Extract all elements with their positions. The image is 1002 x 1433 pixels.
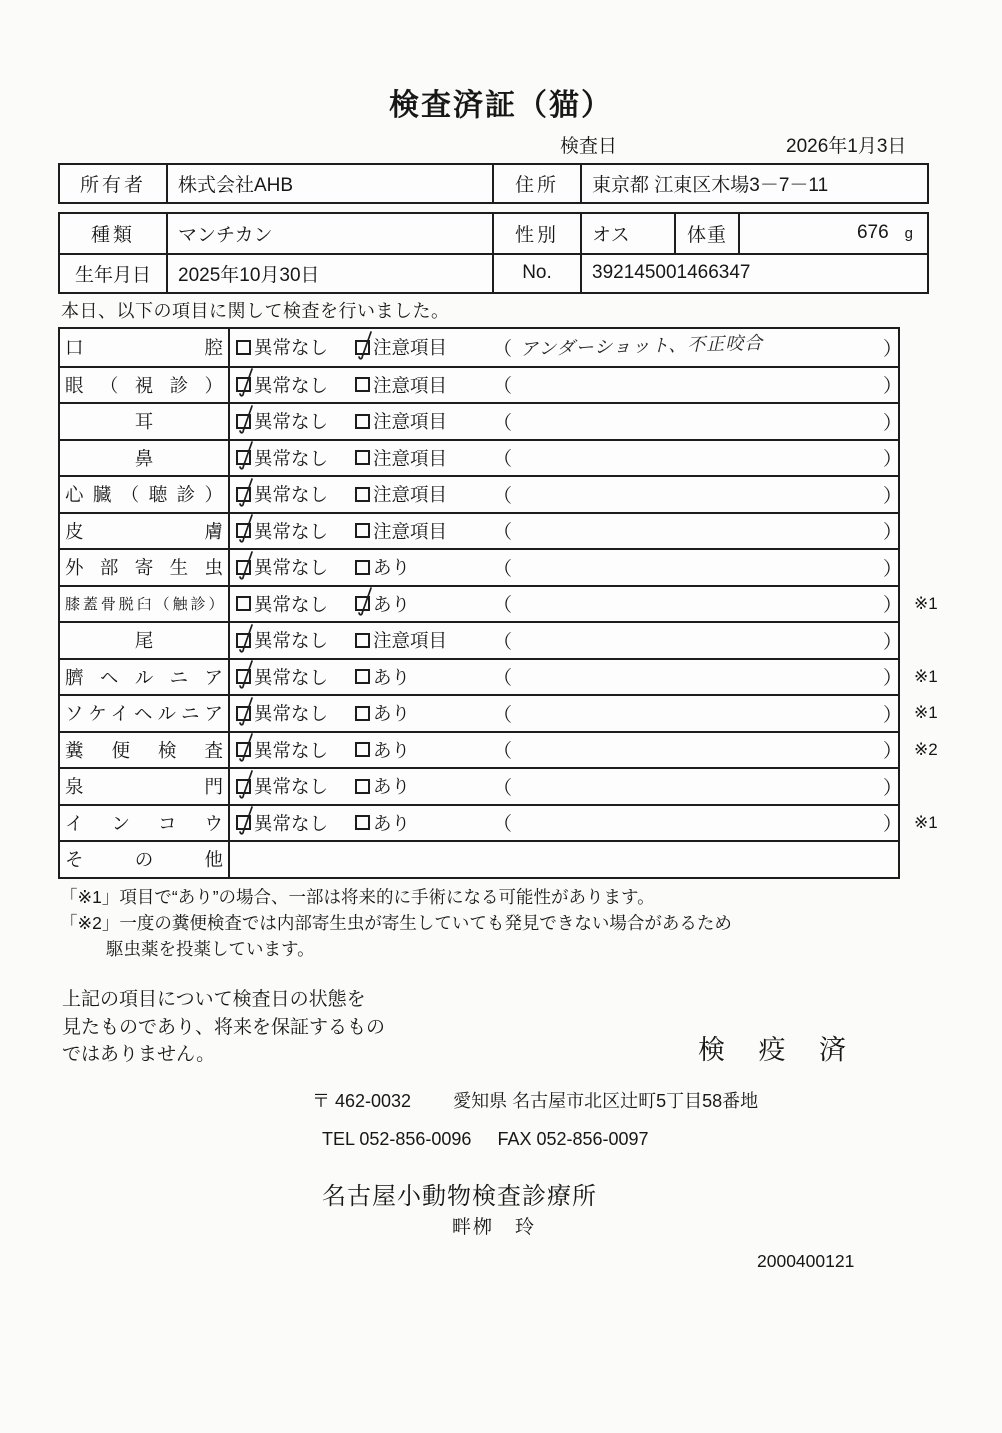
exam-row — [60, 366, 903, 403]
exam-item-label: 外部寄生虫 — [65, 557, 223, 579]
clinic-address: 愛知県 名古屋市北区辻町5丁目58番地 — [453, 1091, 759, 1111]
exam-item-label: 皮膚 — [65, 520, 223, 542]
footnote-mark: ※1 — [914, 812, 938, 832]
checkbox-flagged — [355, 414, 370, 429]
address-value: 東京都 江東区木場3－7－11 — [580, 165, 927, 202]
exam-item-label: 眼（視診） — [65, 374, 223, 396]
exam-item-label: 心臓（聴診） — [65, 484, 223, 506]
handwritten-check-icon — [234, 549, 258, 581]
option-flagged — [355, 806, 410, 841]
option-flagged — [355, 477, 447, 512]
exam-row — [60, 585, 938, 622]
exam-item-label-cell — [60, 514, 230, 549]
handwritten-check-icon — [234, 366, 258, 398]
footnotes — [60, 884, 732, 962]
option-flagged — [355, 623, 447, 658]
exam-item-label-cell — [60, 368, 230, 403]
paren-close: ） — [883, 631, 903, 653]
weight-unit: g — [904, 224, 913, 242]
option-normal-label: 異常なし — [254, 484, 329, 506]
document-number: 2000400121 — [757, 1251, 855, 1271]
exam-item-label: 鼻 — [134, 447, 154, 469]
clinic-postal-line — [312, 1087, 758, 1113]
exam-date-label: 検査日 — [560, 136, 618, 157]
exam-row — [60, 512, 903, 549]
option-flagged-label: 注意項目 — [373, 337, 448, 359]
option-normal — [236, 329, 328, 366]
option-flagged-label: 注意項目 — [373, 630, 448, 652]
exam-item-label-cell — [60, 696, 230, 731]
option-flagged — [355, 404, 447, 439]
paren-close: ） — [883, 485, 903, 507]
option-flagged — [355, 329, 447, 366]
paren-close: ） — [883, 704, 903, 726]
option-normal-label: 異常なし — [254, 374, 329, 396]
option-flagged-label: あり — [373, 812, 411, 834]
paren-close: ） — [883, 558, 903, 580]
checkbox-normal — [236, 742, 251, 757]
paren-open: （ — [493, 558, 513, 580]
handwritten-check-icon — [234, 731, 258, 763]
checkbox-flagged — [355, 523, 370, 538]
paren-open: （ — [493, 412, 513, 434]
option-normal-label: 異常なし — [254, 411, 329, 433]
checkbox-normal — [236, 596, 251, 611]
option-normal — [236, 769, 328, 804]
exam-item-label: インコウ — [65, 812, 223, 834]
paren-open: （ — [493, 741, 513, 763]
checkbox-flagged — [355, 815, 370, 830]
exam-date-value: 2026年1月3日 — [786, 136, 907, 157]
exam-item-label-cell — [60, 477, 230, 512]
checkbox-normal — [236, 340, 251, 355]
option-normal — [236, 550, 328, 585]
exam-item-label-cell — [60, 550, 230, 585]
option-normal — [236, 441, 328, 476]
paren-close: ） — [883, 814, 903, 836]
owner-table — [58, 163, 929, 204]
checkbox-flagged — [355, 779, 370, 794]
checkbox-flagged — [355, 633, 370, 648]
exam-item-label: 耳 — [134, 411, 154, 433]
sex-value: オス — [580, 214, 674, 253]
option-normal-label: 異常なし — [254, 447, 329, 469]
paren-open: （ — [493, 485, 513, 507]
handwritten-check-icon — [234, 622, 258, 654]
option-flagged — [355, 441, 447, 476]
exam-item-label: 糞便検査 — [65, 739, 223, 761]
checkbox-flagged — [355, 340, 370, 355]
exam-item-label-cell — [60, 329, 230, 366]
animal-info-table — [58, 212, 929, 294]
option-flagged-label: あり — [373, 739, 411, 761]
paren-close: ） — [883, 741, 903, 763]
exam-item-label: ソケイヘルニア — [65, 703, 223, 725]
checkbox-normal — [236, 377, 251, 392]
checkbox-normal — [236, 633, 251, 648]
paren-close: ） — [883, 595, 903, 617]
disclaimer-line-2: 見たものであり、将来を保証するもの — [62, 1016, 386, 1038]
exam-item-label: 口腔 — [65, 337, 223, 359]
option-normal-label: 異常なし — [254, 812, 329, 834]
exam-item-label-cell — [60, 842, 230, 877]
handwritten-check-icon — [234, 695, 258, 727]
option-flagged — [355, 660, 410, 695]
exam-row — [60, 548, 903, 585]
option-normal-label: 異常なし — [254, 739, 329, 761]
paren-open: （ — [493, 449, 513, 471]
breed-value: マンチカン — [166, 214, 492, 253]
checkbox-flagged — [355, 706, 370, 721]
footnote-mark: ※1 — [914, 703, 938, 723]
exam-row — [60, 840, 898, 877]
handwritten-check-icon — [234, 804, 258, 836]
checkbox-normal — [236, 450, 251, 465]
paren-close: ） — [883, 777, 903, 799]
checkbox-normal — [236, 815, 251, 830]
option-flagged — [355, 368, 447, 403]
microchip-no-value: 392145001466347 — [580, 255, 927, 292]
paren-open: （ — [493, 777, 513, 799]
exam-item-label-cell — [60, 733, 230, 768]
option-flagged-label: あり — [373, 593, 411, 615]
exam-row — [60, 767, 903, 804]
checkbox-flagged — [355, 487, 370, 502]
checkbox-flagged — [355, 377, 370, 392]
option-normal-label: 異常なし — [254, 630, 329, 652]
microchip-no-label: No. — [492, 255, 580, 292]
exam-row — [60, 439, 903, 476]
checkbox-flagged — [355, 669, 370, 684]
checkbox-flagged — [355, 450, 370, 465]
option-normal-label: 異常なし — [254, 593, 329, 615]
weight-value-cell — [738, 214, 927, 253]
paren-open: （ — [493, 376, 513, 398]
option-flagged-label: 注意項目 — [373, 411, 448, 433]
quarantine-passed-stamp: 検 疫 済 — [698, 1035, 860, 1065]
animal-info-row-2 — [60, 253, 927, 292]
option-normal — [236, 733, 328, 768]
handwritten-check-icon — [234, 512, 258, 544]
paren-close: ） — [883, 376, 903, 398]
exam-date-line — [0, 131, 1002, 155]
paren-open: （ — [493, 668, 513, 690]
exam-item-label-cell — [60, 660, 230, 695]
paren-close: ） — [883, 668, 903, 690]
birthdate-value: 2025年10月30日 — [166, 255, 492, 292]
option-normal — [236, 587, 328, 622]
exam-row — [60, 402, 903, 439]
paren-close: ） — [883, 338, 903, 360]
footnote-mark: ※1 — [914, 593, 938, 613]
option-normal — [236, 368, 328, 403]
exam-item-label: 臍ヘルニア — [65, 666, 223, 688]
paren-close: ） — [883, 522, 903, 544]
footnote-2: 「※2」一度の糞便検査では内部寄生虫が寄生していても発見できない場合があるため — [60, 913, 732, 933]
exam-row — [60, 804, 938, 841]
sex-label: 性別 — [492, 214, 580, 253]
disclaimer — [62, 986, 385, 1069]
owner-label: 所有者 — [79, 175, 146, 196]
option-normal — [236, 514, 328, 549]
exam-item-label-cell — [60, 769, 230, 804]
exam-item-label: 泉門 — [65, 776, 223, 798]
footnote-mark: ※2 — [914, 739, 938, 759]
handwritten-comment: アンダーショット、不正咬合 — [519, 332, 764, 360]
paren-open: （ — [493, 522, 513, 544]
exam-row — [60, 621, 903, 658]
breed-label: 種類 — [90, 224, 135, 246]
checkbox-normal — [236, 523, 251, 538]
option-flagged — [355, 514, 447, 549]
paren-close: ） — [883, 449, 903, 471]
option-normal-label: 異常なし — [254, 703, 329, 725]
option-flagged-label: あり — [373, 557, 411, 579]
paren-open: （ — [493, 595, 513, 617]
option-normal — [236, 477, 328, 512]
exam-row — [60, 658, 938, 695]
handwritten-check-icon — [234, 439, 258, 471]
option-normal — [236, 806, 328, 841]
option-flagged-label: あり — [373, 776, 411, 798]
exam-item-label: その他 — [65, 849, 223, 871]
paren-open: （ — [493, 338, 513, 360]
option-flagged — [355, 587, 410, 622]
checkbox-normal — [236, 560, 251, 575]
clinic-contact-line — [322, 1129, 649, 1150]
checkbox-flagged — [355, 596, 370, 611]
exam-row — [60, 329, 903, 366]
option-normal-label: 異常なし — [254, 337, 329, 359]
clinic-tel: TEL 052-856-0096 — [322, 1129, 472, 1149]
checkbox-normal — [236, 779, 251, 794]
checkbox-flagged — [355, 742, 370, 757]
option-flagged — [355, 550, 410, 585]
handwritten-check-icon — [234, 403, 258, 435]
intro-text: 本日、以下の項目に関して検査を行いました。 — [61, 301, 450, 321]
exam-item-label: 膝蓋骨脱臼（触診） — [65, 596, 223, 614]
option-normal-label: 異常なし — [254, 520, 329, 542]
paren-close: ） — [883, 412, 903, 434]
handwritten-check-icon — [234, 658, 258, 690]
exam-item-label-cell — [60, 806, 230, 841]
handwritten-check-icon — [234, 768, 258, 800]
exam-item-label-cell — [60, 441, 230, 476]
clinic-name: 名古屋小動物検査診療所 — [322, 1183, 597, 1210]
option-flagged — [355, 733, 410, 768]
address-label: 住所 — [492, 165, 580, 202]
option-flagged-label: 注意項目 — [373, 447, 448, 469]
checkbox-normal — [236, 706, 251, 721]
birthdate-label: 生年月日 — [74, 264, 151, 286]
option-normal — [236, 696, 328, 731]
footnote-mark: ※1 — [914, 666, 938, 686]
disclaimer-line-1: 上記の項目について検査日の状態を — [62, 989, 366, 1010]
checkbox-normal — [236, 669, 251, 684]
option-flagged-label: 注意項目 — [373, 374, 448, 396]
clinic-postal-code: 〒 462-0032 — [312, 1091, 412, 1111]
option-flagged-label: あり — [373, 703, 411, 725]
footnote-1: 「※1」項目で“あり”の場合、一部は将来的に手術になる可能性があります。 — [60, 887, 655, 907]
weight-label: 体重 — [674, 214, 738, 253]
checkbox-flagged — [355, 560, 370, 575]
animal-info-row-1 — [60, 214, 927, 253]
option-normal-label: 異常なし — [254, 666, 329, 688]
option-normal — [236, 623, 328, 658]
handwritten-check-icon — [234, 476, 258, 508]
owner-value: 株式会社AHB — [166, 165, 492, 202]
option-normal — [236, 660, 328, 695]
exam-row — [60, 731, 938, 768]
option-flagged — [355, 696, 410, 731]
option-flagged-label: 注意項目 — [373, 520, 448, 542]
exam-row — [60, 694, 938, 731]
exam-item-label-cell — [60, 404, 230, 439]
checkbox-normal — [236, 414, 251, 429]
option-flagged-label: あり — [373, 666, 411, 688]
handwritten-check-icon — [353, 585, 377, 617]
exam-item-label-cell — [60, 587, 230, 622]
option-flagged — [355, 769, 410, 804]
paren-open: （ — [493, 814, 513, 836]
paren-open: （ — [493, 704, 513, 726]
page-title: 検査済証（猫） — [389, 89, 613, 122]
checkbox-normal — [236, 487, 251, 502]
option-flagged-label: 注意項目 — [373, 484, 448, 506]
option-normal-label: 異常なし — [254, 776, 329, 798]
exam-row — [60, 475, 903, 512]
handwritten-check-icon — [353, 329, 377, 361]
examiner-name: 畔栁 玲 — [452, 1217, 537, 1238]
option-normal-label: 異常なし — [254, 557, 329, 579]
exam-item-label: 尾 — [134, 630, 154, 652]
paren-open: （ — [493, 631, 513, 653]
disclaimer-line-3: ではありません。 — [62, 1044, 216, 1065]
option-normal — [236, 404, 328, 439]
weight-value: 676 — [856, 222, 889, 244]
clinic-fax: FAX 052-856-0097 — [497, 1129, 649, 1149]
exam-table — [58, 327, 938, 879]
footnote-2-cont: 駆虫薬を投薬しています。 — [106, 939, 315, 959]
exam-item-label-cell — [60, 623, 230, 658]
